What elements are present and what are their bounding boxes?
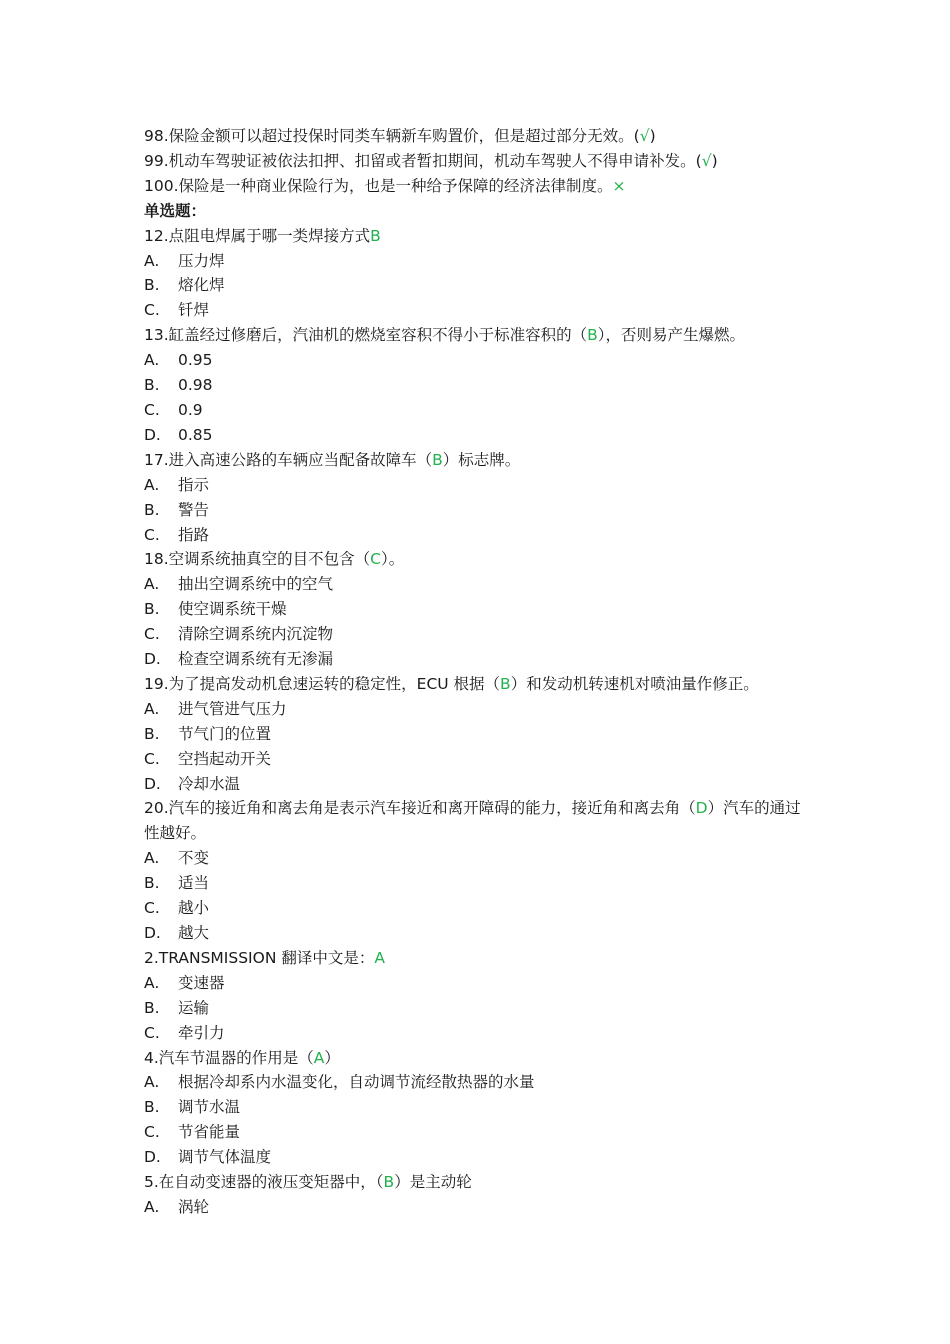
answer-letter: B (383, 1173, 395, 1192)
question-suffix: ），否则易产生爆燃。 (597, 326, 746, 345)
option-text: 变速器 (178, 973, 225, 992)
option-letter: B. (144, 500, 160, 519)
option-letter: C. (144, 899, 160, 918)
question-stem (144, 1170, 814, 1195)
question-text: 4.汽车节温器的作用是（ (144, 1048, 314, 1067)
option-row (144, 722, 814, 747)
option-text: 适当 (178, 874, 210, 893)
option-text: 运输 (178, 998, 210, 1017)
option-text: 冷却水温 (178, 774, 241, 793)
section-title: 单选题： (144, 201, 207, 220)
option-row (144, 1120, 814, 1145)
option-letter: D. (144, 774, 161, 793)
question-text: 13.缸盖经过修磨后，汽油机的燃烧室容积不得小于标准容积的（ (144, 326, 588, 345)
option-row (144, 373, 814, 398)
option-row (144, 473, 814, 498)
question-suffix: ) (711, 151, 718, 170)
option-row (144, 1070, 814, 1095)
answer-letter: B (500, 674, 511, 693)
option-letter: A. (144, 849, 160, 868)
question-suffix: ）是主动轮 (394, 1173, 472, 1192)
question-text: 98.保险金额可以超过投保时同类车辆新车购置价，但是超过部分无效。( (144, 127, 640, 145)
option-letter: A. (144, 251, 160, 270)
question-suffix: ）标志牌。 (442, 450, 521, 469)
document-body (144, 124, 814, 1220)
option-letter: A. (144, 351, 160, 370)
question-stem (144, 448, 814, 473)
option-row (144, 697, 814, 722)
option-letter: A. (144, 1197, 160, 1216)
option-text: 越大 (178, 924, 210, 942)
truefalse-item (144, 174, 814, 199)
option-letter: C. (144, 525, 160, 544)
option-row (144, 1195, 814, 1220)
question-stem (144, 547, 814, 572)
option-letter: C. (144, 1023, 160, 1042)
option-text: 节气门的位置 (178, 724, 272, 743)
question-suffix: ) (649, 127, 656, 145)
option-letter: B. (144, 276, 160, 295)
option-text: 节省能量 (178, 1123, 241, 1142)
answer-letter: B (432, 450, 443, 469)
question-suffix: ）。 (380, 550, 405, 569)
option-letter: A. (144, 575, 160, 594)
option-row (144, 622, 814, 647)
option-row (144, 921, 814, 946)
answer-letter: C (370, 550, 381, 569)
option-row (144, 298, 814, 323)
option-row (144, 572, 814, 597)
option-letter: C. (144, 400, 160, 419)
question-stem (144, 946, 814, 971)
question-suffix: ） (324, 1048, 340, 1067)
answer-letter: A (313, 1048, 325, 1067)
option-row (144, 647, 814, 672)
question-stem (144, 672, 814, 697)
question-stem (144, 1046, 814, 1071)
option-letter: A. (144, 973, 160, 992)
option-text: 进气管进气压力 (178, 699, 287, 718)
option-text: 根据冷却系内水温变化，自动调节流经散热器的水量 (178, 1073, 535, 1092)
question-text: 5.在自动变速器的液压变矩器中，（ (144, 1173, 384, 1192)
question-text: 18.空调系统抽真空的目不包含（ (144, 550, 371, 569)
option-row (144, 1095, 814, 1120)
option-row (144, 772, 814, 797)
answer-mark: √ (639, 127, 650, 145)
answer-letter: B (587, 326, 598, 345)
option-letter: A. (144, 1073, 160, 1092)
option-text: 指示 (178, 475, 210, 494)
option-letter: C. (144, 749, 160, 768)
question-text: 12.点阻电焊属于哪一类焊接方式 (144, 226, 371, 245)
answer-mark: √ (701, 151, 712, 170)
question-text: 99.机动车驾驶证被依法扣押、扣留或者暂扣期间，机动车驾驶人不得申请补发。( (144, 151, 702, 170)
option-letter: B. (144, 874, 160, 893)
option-letter: A. (144, 475, 160, 494)
option-letter: B. (144, 724, 160, 743)
option-row (144, 896, 814, 921)
option-letter: D. (144, 650, 161, 669)
option-text: 0.98 (178, 376, 213, 395)
truefalse-item (144, 149, 814, 174)
question-text: 17.进入高速公路的车辆应当配备故障车（ (144, 450, 433, 469)
option-text: 压力焊 (178, 251, 225, 270)
option-text: 调节气体温度 (178, 1148, 272, 1167)
option-text: 不变 (178, 849, 210, 868)
option-letter: C. (144, 625, 160, 644)
option-row (144, 348, 814, 373)
option-row (144, 846, 814, 871)
option-text: 牵引力 (178, 1023, 225, 1042)
option-letter: C. (144, 1123, 160, 1142)
option-text: 清除空调系统内沉淀物 (178, 625, 334, 644)
answer-letter: B (370, 226, 381, 245)
option-text: 空挡起动开关 (178, 749, 272, 768)
question-text: 20.汽车的接近角和离去角是表示汽车接近和离开障碍的能力，接近角和离去角（ (144, 799, 696, 818)
question-text: 19.为了提高发动机怠速运转的稳定性，ECU 根据（ (144, 674, 501, 693)
option-letter: B. (144, 600, 160, 619)
option-letter: B. (144, 1098, 160, 1117)
answer-letter: A (374, 948, 385, 967)
option-letter: B. (144, 376, 160, 395)
option-row (144, 523, 814, 548)
option-row (144, 747, 814, 772)
option-text: 熔化焊 (178, 276, 225, 295)
option-row (144, 273, 814, 298)
option-letter: A. (144, 699, 160, 718)
option-row (144, 398, 814, 423)
option-text: 越小 (178, 899, 210, 918)
option-text: 0.85 (178, 425, 213, 444)
question-suffix: ）汽车的通过性越好。 (144, 799, 801, 843)
option-text: 检查空调系统有无渗漏 (178, 650, 334, 669)
option-text: 指路 (178, 525, 210, 544)
option-row (144, 249, 814, 274)
question-text: 2.TRANSMISSION 翻译中文是： (144, 948, 375, 967)
option-letter: D. (144, 1148, 161, 1167)
question-stem (144, 323, 814, 348)
option-text: 抽出空调系统中的空气 (178, 575, 334, 594)
answer-mark: × (612, 176, 626, 195)
answer-letter: D (695, 799, 708, 818)
option-text: 警告 (178, 500, 210, 519)
option-row (144, 996, 814, 1021)
option-letter: C. (144, 301, 160, 320)
truefalse-item (144, 124, 814, 149)
option-row (144, 971, 814, 996)
question-suffix: ）和发动机转速机对喷油量作修正。 (510, 674, 759, 693)
option-letter: D. (144, 425, 161, 444)
option-text: 钎焊 (178, 301, 210, 320)
question-stem (144, 224, 814, 249)
option-row (144, 498, 814, 523)
option-text: 使空调系统干燥 (178, 600, 287, 619)
option-row (144, 871, 814, 896)
option-text: 调节水温 (178, 1098, 241, 1117)
option-letter: B. (144, 998, 160, 1017)
question-text: 100.保险是一种商业保险行为，也是一种给予保障的经济法律制度。 (144, 176, 613, 195)
option-row (144, 1145, 814, 1170)
option-text: 0.95 (178, 351, 213, 370)
option-text: 涡轮 (178, 1197, 210, 1216)
option-letter: D. (144, 924, 161, 942)
option-row (144, 1021, 814, 1046)
option-row (144, 423, 814, 448)
option-row (144, 597, 814, 622)
option-text: 0.9 (178, 400, 203, 419)
question-stem (144, 796, 814, 846)
